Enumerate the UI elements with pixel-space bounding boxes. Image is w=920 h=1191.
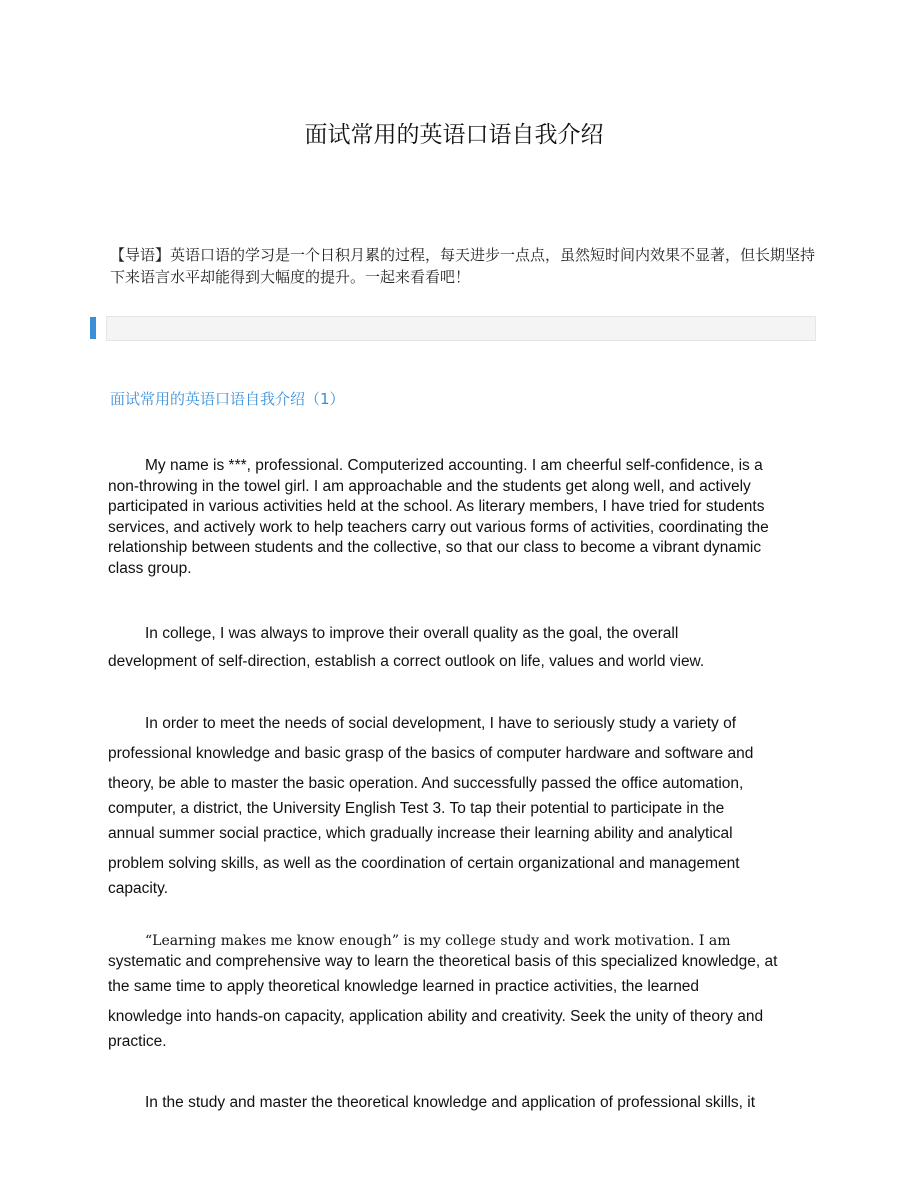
paragraph-line: systematic and comprehensive way to learn the theoretical basis of this specialized knowledge, at <box>108 953 778 970</box>
paragraph-4 <box>108 930 820 1052</box>
paragraph-line: computer, a district, the University English Test 3. To tap their potential to participate in the <box>108 800 725 817</box>
paragraph-line: professional knowledge and basic grasp of the basics of computer hardware and software and <box>108 745 754 762</box>
paragraph-line: My name is ***, professional. Computerized accounting. I am cheerful self-confidence, is a <box>145 457 763 474</box>
paragraph-2 <box>108 620 820 676</box>
paragraph-line: the same time to apply theoretical knowledge learned in practice activities, the learned <box>108 978 700 995</box>
paragraph-line: In the study and master the theoretical knowledge and application of professional skills, it <box>145 1094 756 1111</box>
intro-paragraph: 【导语】英语口语的学习是一个日积月累的过程，每天进步一点点，虽然短时间内效果不显著，但长期坚持下来语言水平却能得到大幅度的提升。一起来看看吧！ <box>110 246 816 286</box>
document-title: 面试常用的英语口语自我介绍 <box>304 122 604 148</box>
paragraph-line: theory, be able to master the basic operation. And successfully passed the office automation, <box>108 775 744 792</box>
section-bar-accent <box>90 317 96 339</box>
paragraph-line: practice. <box>108 1033 167 1050</box>
paragraph-line: development of self-direction, establish a correct outlook on life, values and world view. <box>108 653 705 670</box>
paragraph-5 <box>108 1093 820 1113</box>
paragraph-line: “Learning makes me know enough” is my college study and work motivation. I am <box>145 933 731 949</box>
paragraph-line: annual summer social practice, which gradually increase their learning ability and analytical <box>108 825 733 842</box>
paragraph-line: In college, I was always to improve their overall quality as the goal, the overall <box>145 625 679 642</box>
section-bar <box>106 316 816 341</box>
paragraph-1 <box>108 456 820 579</box>
paragraph-line: participated in various activities held at the school. As literary members, I have tried for students <box>108 498 765 515</box>
paragraph-line: services, and actively work to help teachers carry out various forms of activities, coordinating the <box>108 518 769 536</box>
section-heading: 面试常用的英语口语自我介绍（1） <box>110 390 345 408</box>
paragraph-line: class group. <box>108 559 192 577</box>
paragraph-3 <box>108 709 820 899</box>
paragraph-line: problem solving skills, as well as the coordination of certain organizational and management <box>108 855 740 872</box>
paragraph-line: relationship between students and the collective, so that our class to become a vibrant dynamic <box>108 539 762 556</box>
paragraph-line: knowledge into hands-on capacity, application ability and creativity. Seek the unity of theory and <box>108 1008 764 1025</box>
paragraph-line: capacity. <box>108 880 169 897</box>
paragraph-line: In order to meet the needs of social development, I have to seriously study a variety of <box>145 715 737 732</box>
paragraph-line: non-throwing in the towel girl. I am approachable and the students get along well, and actively <box>108 477 751 495</box>
